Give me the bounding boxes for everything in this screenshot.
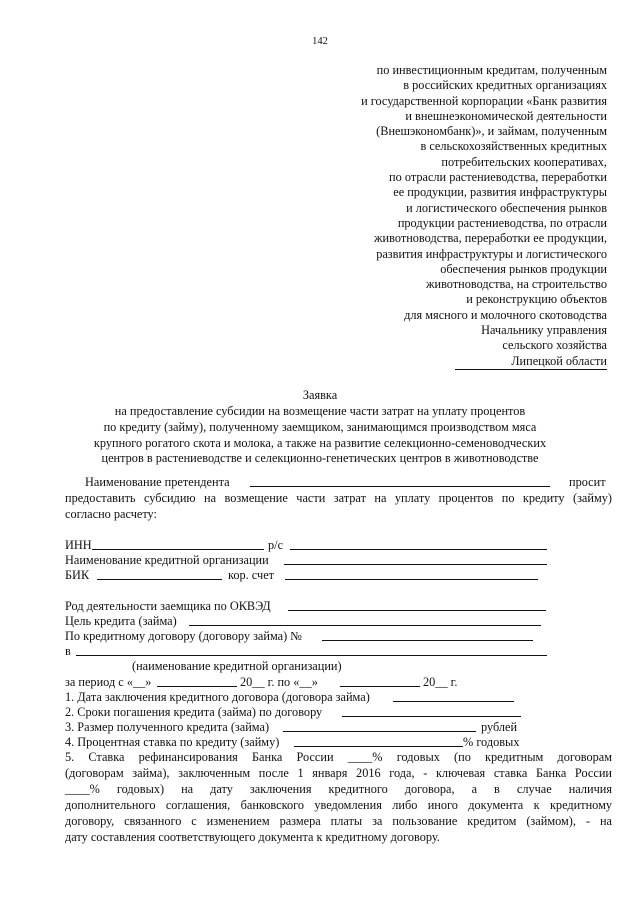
address-line: сельского хозяйства xyxy=(502,338,607,353)
applicant-name-field[interactable] xyxy=(250,475,550,487)
signature-blank[interactable] xyxy=(455,369,607,370)
period-to-label: 20__ г. по «__» xyxy=(240,675,318,689)
item-5-line: ____% годовых) на дату заключения кредитного договора, а в случае наличия xyxy=(65,782,612,796)
item-5-line: 5. Ставка рефинансирования Банка России ____% годовых (по кредитным договорам xyxy=(65,750,612,764)
item-5-line: дату составления соответствующего документа к кредитному договору. xyxy=(65,830,440,844)
address-line: Начальнику управления xyxy=(481,323,607,338)
item-2-label: 2. Сроки погашения кредита (займа) по договору xyxy=(65,705,323,719)
address-line: и реконструкцию объектов xyxy=(466,292,607,307)
rs-field[interactable] xyxy=(290,538,547,550)
bank-in-field[interactable] xyxy=(76,644,547,656)
item-3-label: 3. Размер полученного кредита (займа) xyxy=(65,720,270,734)
address-line: обеспечения рынков продукции xyxy=(440,261,607,276)
bank-name-field[interactable] xyxy=(284,553,547,565)
item-3-field[interactable] xyxy=(283,720,476,732)
inn-field[interactable] xyxy=(92,538,264,550)
bank-caption: (наименование кредитной организации) xyxy=(132,659,342,673)
applicant-line2: предоставить субсидию на возмещение части затрат на уплату процентов по кредиту (займу) xyxy=(65,491,612,505)
address-line: (Внешэкономбанк)», и займам, полученным xyxy=(376,124,607,139)
item-4-field[interactable] xyxy=(294,735,463,747)
item-1-field[interactable] xyxy=(393,690,514,702)
item-5-line: договору, связанного с изменением размера платы за пользование кредитом (займом), - на xyxy=(65,814,612,828)
applicant-asks: просит xyxy=(569,475,606,489)
contract-label: По кредитному договору (договору займа) № xyxy=(65,629,303,643)
address-line: развития инфраструктуры и логистического xyxy=(376,246,607,261)
item-3-unit: рублей xyxy=(481,720,518,734)
address-line: животноводства, на строительство xyxy=(426,277,607,292)
item-5-line: (договорам займа), заключенным после 1 января 2016 года, - ключевая ставка Банка России xyxy=(65,766,612,780)
activity-label: Род деятельности заемщика по ОКВЭД xyxy=(65,599,271,613)
item-5-line: дополнительного соглашения, банковского уведомления либо иного документа к кредитному xyxy=(65,798,612,812)
item-1-label: 1. Дата заключения кредитного договора (договора займа) xyxy=(65,690,370,704)
title-line: центров в растениеводстве и селекционно-генетических центров в животноводстве xyxy=(101,451,539,466)
period-from-label: за период с «__» xyxy=(65,675,152,689)
period-year-label: 20__ г. xyxy=(423,675,458,689)
period-to-field[interactable] xyxy=(340,675,420,687)
applicant-line3: согласно расчету: xyxy=(65,507,157,521)
address-line: и внешнеэкономической деятельности xyxy=(405,108,607,123)
address-line: животноводства, переработки ее продукции, xyxy=(374,231,607,246)
address-line: продукции растениеводства, по отрасли xyxy=(397,215,607,230)
title-line: на предоставление субсидии на возмещение части затрат на уплату процентов xyxy=(114,404,526,418)
in-label: в xyxy=(65,644,71,658)
kor-label: кор. счет xyxy=(228,568,275,582)
address-line: в российских кредитных организациях xyxy=(403,78,607,93)
applicant-name-label: Наименование претендента xyxy=(85,475,230,489)
rs-label: р/с xyxy=(268,538,284,552)
title-subline xyxy=(0,404,640,467)
address-line: в сельскохозяйственных кредитных xyxy=(420,139,607,154)
addressee-block xyxy=(361,63,607,369)
inn-label: ИНН xyxy=(65,538,92,552)
purpose-label: Цель кредита (займа) xyxy=(65,614,177,628)
address-line: ее продукции, развития инфраструктуры xyxy=(393,185,607,200)
bank-name-label: Наименование кредитной организации xyxy=(65,553,269,567)
kor-field[interactable] xyxy=(285,568,538,580)
document-title: Заявка xyxy=(302,388,338,402)
address-line: Липецкой области xyxy=(511,353,607,368)
address-line: и логистического обеспечения рынков xyxy=(406,200,607,215)
item-2-field[interactable] xyxy=(342,705,521,717)
bik-field[interactable] xyxy=(97,568,222,580)
address-line: и государственной корпорации «Банк развития xyxy=(361,93,607,108)
title-line: по кредиту (займу), полученному заемщиком, занимающимся производством мяса xyxy=(103,419,537,434)
address-line: для мясного и молочного скотоводства xyxy=(404,307,607,322)
page-number: 142 xyxy=(312,36,328,47)
purpose-field[interactable] xyxy=(189,614,541,626)
address-line: по отрасли растениеводства, переработки xyxy=(389,170,607,185)
activity-field[interactable] xyxy=(288,599,546,611)
item-4-unit: % годовых xyxy=(463,735,520,749)
item-4-label: 4. Процентная ставка по кредиту (займу) xyxy=(65,735,280,749)
address-line: потребительских кооперативах, xyxy=(441,154,607,169)
address-line: по инвестиционным кредитам, полученным xyxy=(376,63,607,77)
contract-field[interactable] xyxy=(322,629,533,641)
title-line: крупного рогатого скота и молока, а также на развитие селекционно-семеноводческих xyxy=(93,435,547,450)
period-from-field[interactable] xyxy=(157,675,237,687)
bik-label: БИК xyxy=(65,568,90,582)
